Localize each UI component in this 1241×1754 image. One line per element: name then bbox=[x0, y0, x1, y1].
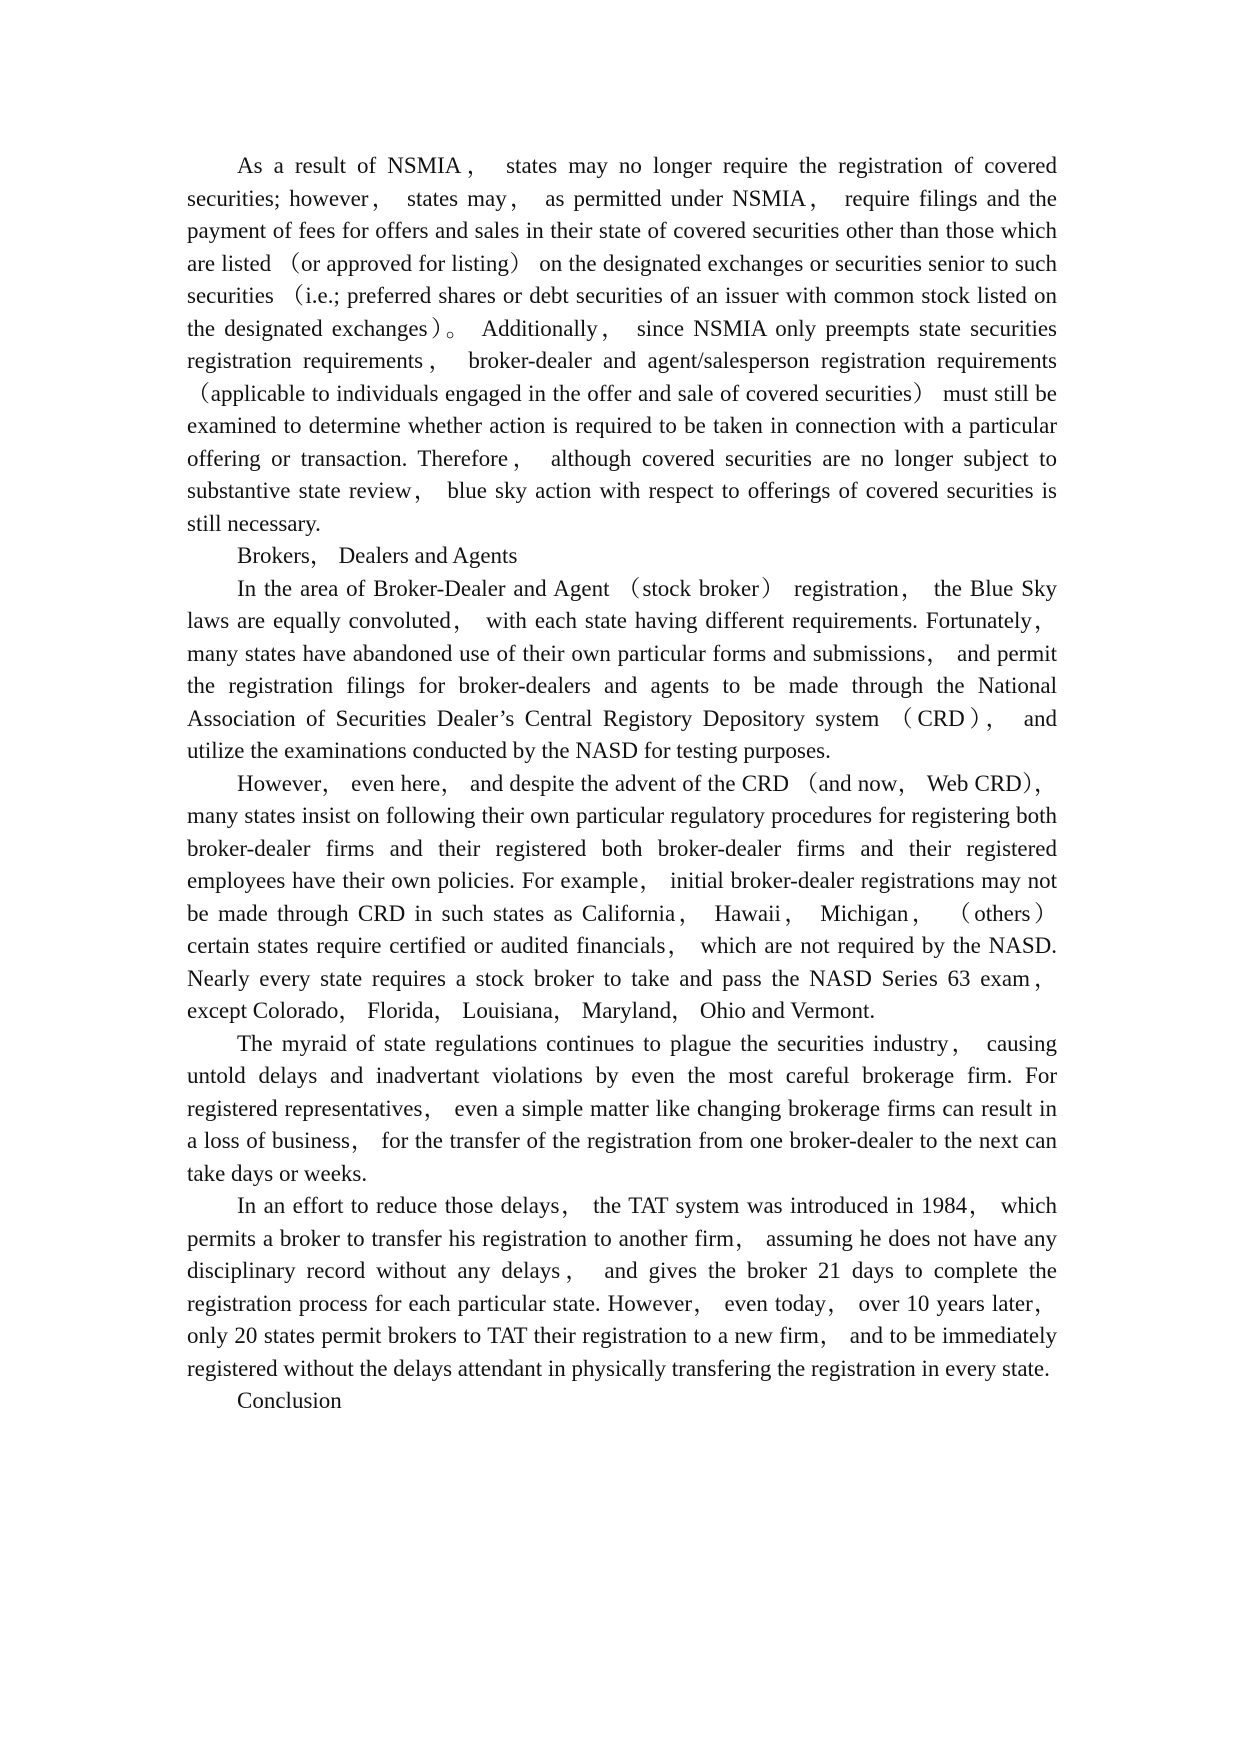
paragraph-nsmia-covered-securities: As a result of NSMIA， states may no longer require the registration of covered securities; however， states may， as permitted under NSMIA， require filings and the payment of fees for offers and sales in their state of covered securities other than those which are listed （or approved for listing） on the designated exchanges or securities senior to such securities （i.e.; preferred shares or debt securities of an issuer with common stock listed on the designated exchanges）。 Additionally， since NSMIA only preempts state securities registration requirements， broker-dealer and agent/salesperson registration requirements （applicable to individuals engaged in the offer and sale of covered securities） must still be examined to determine whether action is required to be taken in connection with a particular offering or transaction. Therefore， although covered securities are no longer subject to substantive state review， blue sky action with respect to offerings of covered securities is still necessary. bbox=[187, 153, 1057, 536]
paragraph-state-regulations: The myraid of state regulations continues to plague the securities industry， causing untold delays and inadvertant violations by even the most careful brokerage firm. For registered representatives， even a simple matter like changing brokerage firms can result in a loss of business， for the transfer of the registration from one broker-dealer to the next can take days or weeks. bbox=[187, 1030, 1057, 1186]
paragraph-broker-dealer-registration: In the area of Broker-Dealer and Agent （stock broker） registration， the Blue Sky laws are equally convoluted， with each state having different requirements. Fortunately， many states have abandoned use of their own particular forms and submissions， and permit the registration filings for broker-dealers and agents to be made through the National Association of Securities Dealer’s Central Registory Depository system （CRD）， and utilize the examinations conducted by the NASD for testing purposes. bbox=[187, 575, 1057, 763]
section-heading-brokers-dealers-agents: Brokers， Dealers and Agents bbox=[237, 543, 518, 568]
paragraph-tat-system: In an effort to reduce those delays， the TAT system was introduced in 1984， which permits a broker to transfer his registration to another firm， assuming he does not have any disciplinary record without any delays， and gives the broker 21 days to complete the registration process for each particular state. However， even today， over 10 years later， only 20 states permit brokers to TAT their registration to a new firm， and to be immediately registered without the delays attendant in physically transfering the registration in every state. bbox=[187, 1193, 1057, 1381]
paragraph-state-procedures: However， even here， and despite the advent of the CRD （and now， Web CRD）， many states insist on following their own particular regulatory procedures for registering both broker-dealer firms and their registered both broker-dealer firms and their registered employees have their own policies. For example， initial broker-dealer registrations may not be made through CRD in such states as California， Hawaii， Michigan， （others） certain states require certified or audited financials， which are not required by the NASD. Nearly every state requires a stock broker to take and pass the NASD Series 63 exam， except Colorado， Florida， Louisiana， Maryland， Ohio and Vermont. bbox=[187, 770, 1057, 1023]
document-page bbox=[187, 150, 1057, 1418]
section-heading-conclusion: Conclusion bbox=[237, 1388, 342, 1413]
